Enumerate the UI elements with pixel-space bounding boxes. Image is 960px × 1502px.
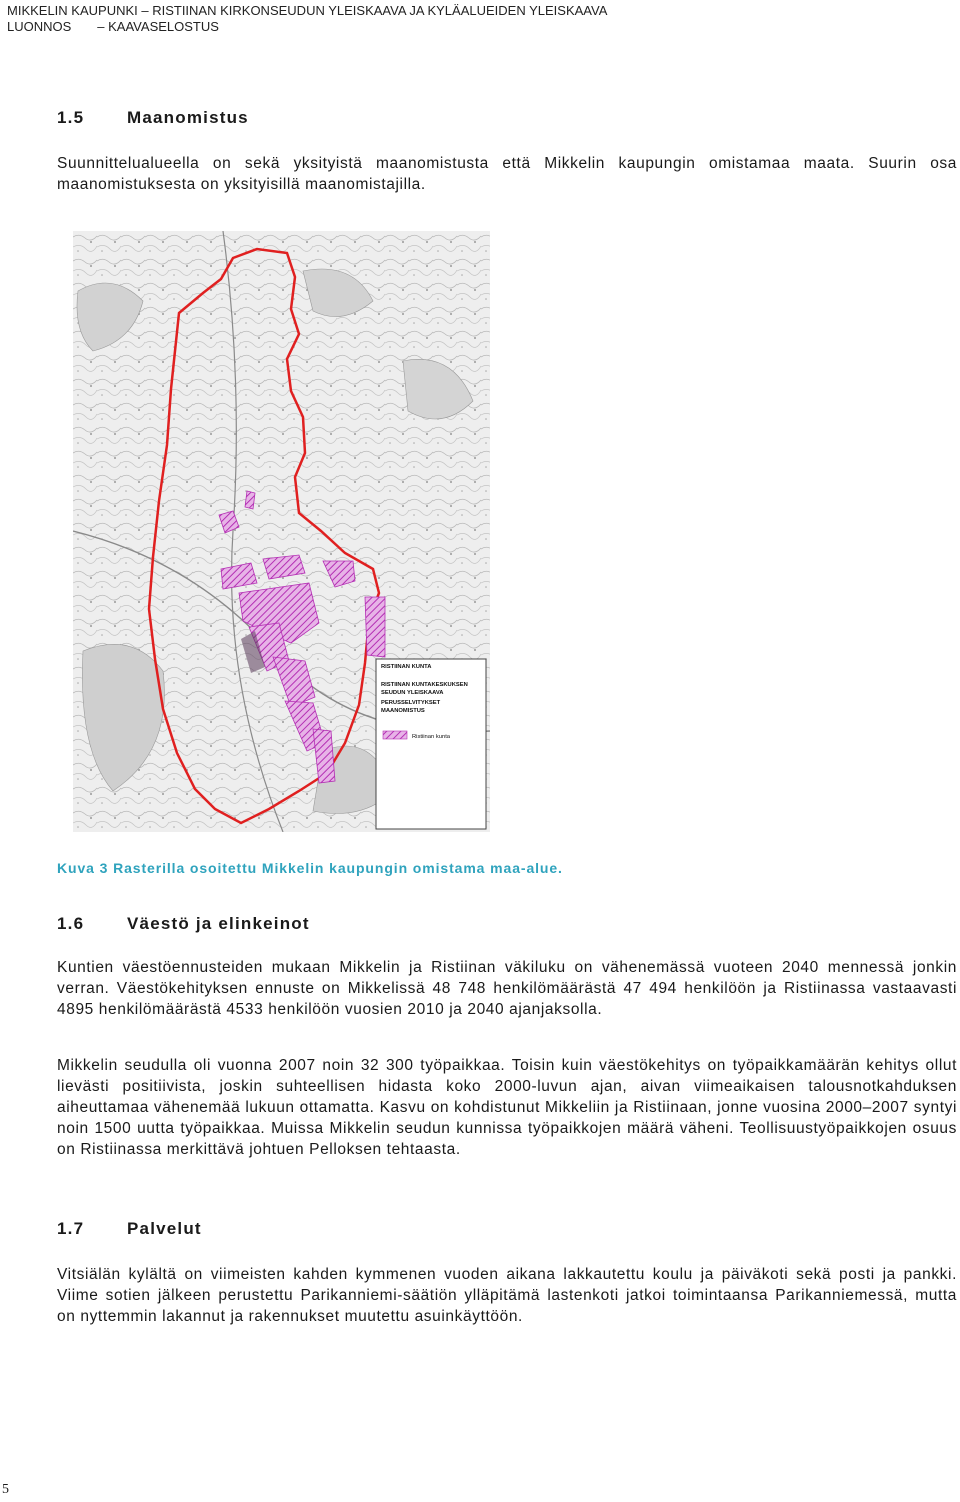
header-subtitle — [7, 19, 607, 35]
legend-item-label: Ristiinan kunta — [412, 734, 451, 740]
legend-title-studies: PERUSSELVITYKSET — [381, 700, 441, 706]
legend-title-ownership: MAANOMISTUS — [381, 708, 425, 714]
paragraph-jobs: Mikkelin seudulla oli vuonna 2007 noin 32 300 työpaikkaa. Toisin kuin väestökehitys on työpaikkamäärän kehitys ollut lievästi positiivista, joskin suhteellisen hidasta koko 2000-luvun ajan, aivan viimeaikaisen talousnotkahduksen aiheuttamaa vähenemää lukuun ottamatta. Kasvu on kohdistunut Mikkeliin ja Ristiinaan, jonne vuosina 2000–2007 syntyi noin 1500 uutta työpaikkaa. Muissa Mikkelin seudun kunnissa työpaikkojen määrä väheni. Teollisuustyöpaikkojen osuus on Ristiinassa merkittävä johtuen Pelloksen tehtaasta. — [57, 1057, 957, 1158]
paragraph-services: Vitsiälän kylältä on viimeisten kahden kymmenen vuoden aikana lakkautettu koulu ja päiväkoti sekä posti ja pankki. Viime sotien jälkeen perustettu Parikanniemi-säätiön ylläpitämä lastenkoti jatkoi toimintaansa Parikanniemessä, mutta on nyttemmin lakannut ja rakennukset muutettu asuinkäyttöön. — [57, 1266, 957, 1325]
section-title: Väestö ja elinkeinot — [127, 914, 310, 933]
section-title: Maanomistus — [127, 108, 249, 127]
legend-swatch — [383, 731, 407, 739]
header-title: MIKKELIN KAUPUNKI – RISTIINAN KIRKONSEUDUN YLEISKAAVA JA KYLÄALUEIDEN YLEISKAAVA — [7, 3, 608, 18]
section-heading-vaesto — [57, 914, 310, 934]
section-number: 1.5 — [57, 108, 85, 127]
section-heading-maanomistus — [57, 108, 249, 128]
figure-caption: Kuva 3 Rasterilla osoitettu Mikkelin kaupungin omistama maa-alue. — [57, 860, 563, 876]
ownership-area — [365, 597, 385, 657]
header-status: LUONNOS — [7, 19, 72, 34]
map-image — [73, 231, 490, 832]
land-ownership-map — [73, 231, 490, 832]
paragraph-population: Kuntien väestöennusteiden mukaan Mikkelin ja Ristiinan väkiluku on vähenemässä vuoteen 2040 mennessä jonkin verran. Väestökehityksen ennuste on Mikkelissä 48 748 henkilömäärästä 47 494 henkilöön ja Ristiinassa vastaavasti 4895 henkilömäärästä 4533 henkilöön vuosien 2010 ja 2040 ajanjaksolla. — [57, 959, 957, 1018]
legend-title-plan: RISTIINAN KUNTAKESKUKSEN — [381, 682, 468, 688]
legend-title-plan-2: SEUDUN YLEISKAAVA — [381, 690, 444, 696]
document-header — [7, 3, 607, 35]
section-heading-palvelut — [57, 1219, 202, 1239]
header-doc-type: – KAAVASELOSTUS — [97, 19, 219, 34]
section-title: Palvelut — [127, 1219, 202, 1238]
paragraph-maanomistus: Suunnittelualueella on sekä yksityistä maanomistusta että Mikkelin kaupungin omistamaa maata. Suurin osa maanomistuksesta on yksityisillä maanomistajilla. — [57, 155, 957, 193]
section-number: 1.7 — [57, 1219, 85, 1238]
page-number: 5 — [2, 1482, 9, 1497]
ownership-area — [245, 491, 255, 509]
section-number: 1.6 — [57, 914, 85, 933]
legend-title-municipality: RISTIINAN KUNTA — [381, 664, 432, 670]
